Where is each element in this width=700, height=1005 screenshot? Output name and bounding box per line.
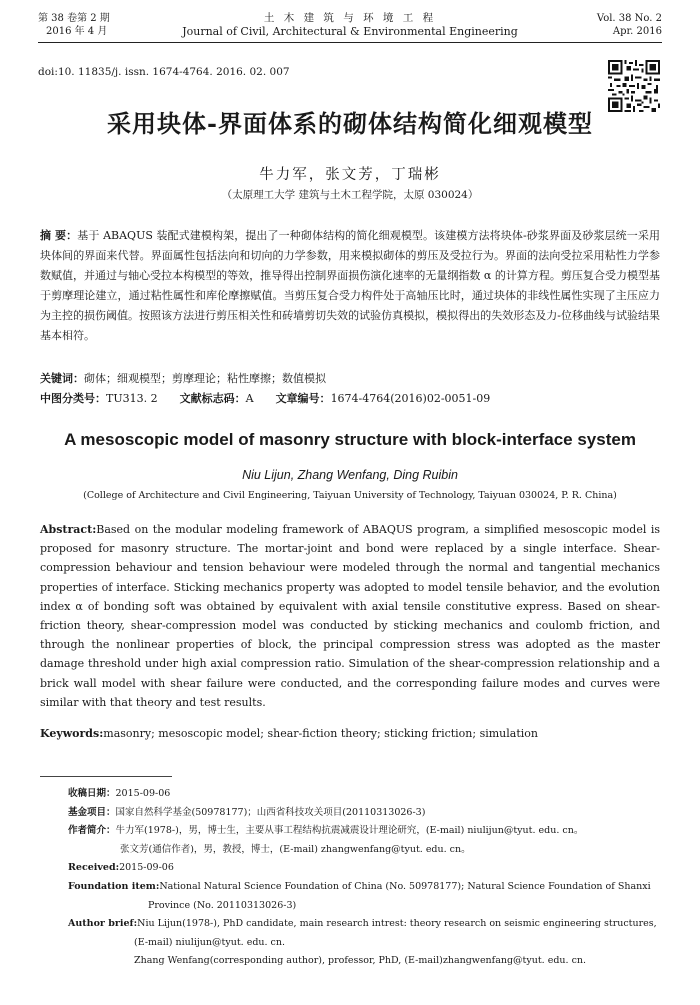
abstract-cn	[40, 226, 660, 346]
journal-name-en: Journal of Civil, Architectural & Environmental Engineering	[182, 25, 518, 38]
clc-label: 中图分类号：	[40, 392, 106, 405]
keywords-en	[40, 724, 660, 743]
received-en: Received:2015-09-06	[68, 862, 174, 874]
author-cn: 作者简介：牛力军(1978-)，男，博士生，主要从事工程结构抗震减震设计理论研究，(E-mail) niulijun@tyut. edu. cn。 张文芳(通信作者)，男，教授，博士，(E-mail) zhangwenfang@tyut. edu. cn。	[68, 822, 660, 859]
fund-cn: 基金项目：国家自然科学基金(50978177)；山西省科技攻关项目(20110313026-3)	[68, 806, 426, 818]
title-en: A mesoscopic model of masonry structure with block-interface system	[64, 430, 636, 449]
date-en: Apr. 2016	[612, 26, 662, 37]
abstract-en	[40, 520, 660, 712]
keywords-en-label: Keywords:	[40, 727, 104, 740]
journal-name-cn: 土 木 建 筑 与 环 境 工 程	[263, 12, 437, 24]
footnote-rule	[40, 776, 172, 777]
header-center	[38, 12, 662, 38]
abstract-en-label: Abstract:	[40, 523, 97, 536]
received-cn: 收稿日期：2015-09-06	[68, 788, 171, 799]
abstract-cn-text: 基于 ABAQUS 装配式建模构架，提出了一种砌体结构的简化细观模型。该建模方法将块体-砂浆界面及砂浆层统一采用块体间的界面来代替。界面属性包括法向和切向的力学参数，用来模拟砌体的剪压及受拉行为。界面的法向受拉采用粘性力学参数赋值，并通过与轴心受拉本构模型的等效，推导得出控制界面损伤演化速率的无量纲指数 α 的计算方程。剪压复合受力模型基于剪摩理论建立，通过粘性属性和库伦摩擦赋值。当剪压复合受力构件处于高轴压比时，通过块体的非线性属性实现了主压应力为主控的损伤阈值。按照该方法进行剪压相关性和砖墙剪切失效的试验仿真模拟，模拟得出的失效形态及力-位移曲线与试验结果基本相符。	[40, 229, 660, 342]
keywords-en-text: masonry; mesoscopic model; shear-fiction theory; sticking friction; simulation	[103, 727, 538, 740]
keywords-cn	[40, 369, 660, 389]
running-header	[38, 12, 662, 42]
keywords-cn-text: 砌体；细观模型；剪摩理论；粘性摩擦；数值模拟	[84, 372, 326, 385]
affiliation-cn: （太原理工大学 建筑与土木工程学院，太原 030024）	[221, 189, 479, 201]
abstract-cn-label: 摘 要：	[40, 229, 78, 242]
affiliation-en: (College of Architecture and Civil Engineering, Taiyuan University of Technology, Taiyuan 030024, P. R. China)	[83, 490, 617, 501]
fund-en: Foundation item:National Natural Science Foundation of China (No. 50978177); Natural Science Foundation of Shanxi Province (No. 20110313026-3)	[68, 878, 660, 915]
authors-cn: 牛力军，张文芳，丁瑞彬	[259, 167, 441, 183]
keywords-cn-label: 关键词：	[40, 372, 84, 385]
date-cn: 2016 年 4 月	[46, 26, 108, 37]
author-cn-2: 张文芳(通信作者)，男，教授，博士，(E-mail) zhangwenfang@tyut. edu. cn。	[120, 843, 471, 855]
abstract-en-text: Based on the modular modeling framework of ABAQUS program, a simplified mesoscopic model is proposed for masonry structure. The mortar-joint and bond were replaced by a single interface. Shear-compression behaviour and tension behaviour were modeled through the normal and tangential mechanics properties of interface. Sticking mechanics property was adopted to model tensile behavior, and the evolution index α of bonding soft was obtained by equivalent with axial tensile constitutive express. Based on shear-friction theory, shear-compression model was conducted by sticking mechanics and coulomb friction, and through the nonlinear properties of block, the principal compression stress was adopted as the master damage threshold under high axial compression ratio. Simulation of the shear-compression relationship and a brick wall model with shear failure were conducted, and the corresponding failure modes and curves were similar with that theory and test results.	[40, 523, 660, 709]
doc-code-label: 文献标志码：	[179, 392, 246, 405]
author-en-3: Zhang Wenfang(corresponding author), professor, PhD, (E-mail)zhangwenfang@tyut. edu. cn.	[134, 955, 587, 967]
volume-en: Vol. 38 No. 2	[596, 13, 662, 24]
header-rule	[38, 42, 662, 43]
authors-en: Niu Lijun, Zhang Wenfang, Ding Ruibin	[242, 468, 458, 482]
clc-value: TU313. 2	[106, 392, 158, 405]
article-number-label: 文章编号：	[275, 392, 331, 405]
footnotes	[68, 785, 660, 971]
author-en-2: (E-mail) niulijun@tyut. edu. cn.	[134, 936, 286, 948]
volume-cn: 第 38 卷第 2 期	[38, 13, 110, 24]
classification-cn	[40, 389, 660, 409]
title-cn: 采用块体-界面体系的砌体结构简化细观模型	[107, 109, 593, 138]
header-right	[597, 12, 662, 38]
doc-code-value: A	[245, 392, 254, 405]
fund-en-2: Province (No. 20110313026-3)	[148, 899, 297, 911]
author-en: Author brief:Niu Lijun(1978-), PhD candidate, main research intrest: theory research on seismic engineering structures, (E-mail) niulijun@tyut. edu. cn. Zhang Wenfang(corresponding author), professor, PhD, (E-mail)zhangwenfang@tyut. edu. cn.	[68, 915, 660, 971]
article-number-value: 1674-4764(2016)02-0051-09	[330, 392, 491, 405]
doi: doi:10. 11835/j. issn. 1674-4764. 2016. 02. 007	[38, 66, 290, 78]
